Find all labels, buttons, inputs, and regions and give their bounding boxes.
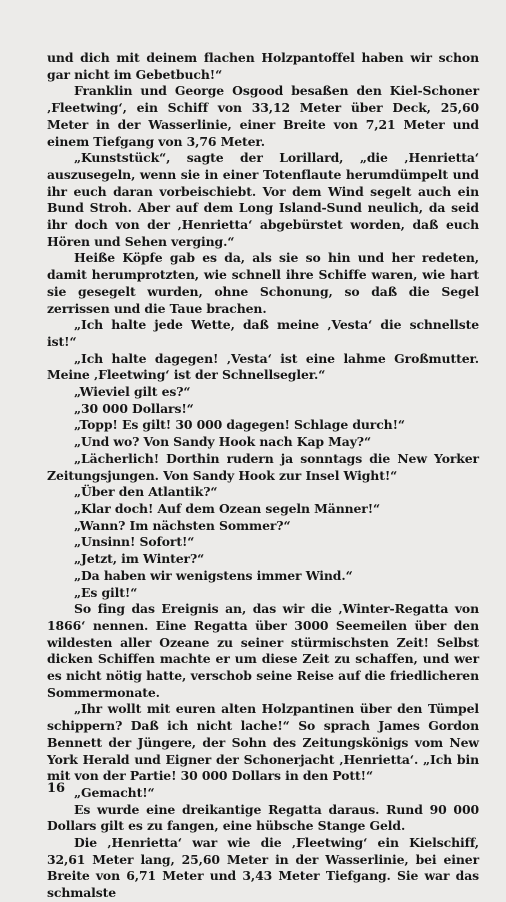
paragraph: Die ‚Henrietta‘ war wie die ‚Fleetwing‘ ein Kielschiff, 32,61 Meter lang, 25,60 Meter in der Wasserlinie, bei einer Breite von 6,71 Meter und 3,43 Meter Tiefgang. Sie war das schmalste	[47, 835, 479, 901]
page-number: 16	[47, 781, 66, 796]
paragraph: „Topp! Es gilt! 30 000 dagegen! Schlage durch!“	[74, 417, 405, 433]
paragraph: So fing das Ereignis an, das wir die ‚Winter-Regatta von 1866‘ nennen. Eine Regatta über 3000 Seemeilen über den wildesten aller Ozeane zu seiner stürmischsten Zeit! Selbst dicken Schiffen machte er um diese Zeit zu schaffen, und wer es nicht nötig hatte, verschob seine Reise auf die friedlicheren Sommermonate.	[47, 601, 479, 700]
paragraph: „Ich halte dagegen! ‚Vesta‘ ist eine lahme Großmutter. Meine ‚Fleetwing‘ ist der Schnellsegler.“	[47, 350, 479, 383]
paragraph: Heiße Köpfe gab es da, als sie so hin und her redeten, damit herumprotzten, wie schnell ihre Schiffe waren, wie hart sie gesegelt wurden, ohne Schonung, so daß die Segel zerrissen und die Taue brachen.	[47, 250, 479, 316]
paragraph: „Wieviel gilt es?“	[74, 384, 191, 400]
paragraph: „Jetzt, im Winter?“	[74, 551, 205, 567]
paragraph: „Klar doch! Auf dem Ozean segeln Männer!“	[74, 500, 381, 516]
paragraph: „Lächerlich! Dorthin rudern ja sonntags die New Yorker Zeitungsjungen. Von Sandy Hook zur Insel Wight!“	[47, 450, 479, 483]
paragraph: „Ich halte jede Wette, daß meine ‚Vesta‘ die schnellste ist!“	[47, 317, 479, 349]
paragraph: „Kunststück“, sagte der Lorillard, „die ‚Henrietta‘ auszusegeln, wenn sie in einer Totenflaute herumdümpelt und ihr euch daran vorbeischiebt. Vor dem Wind segelt auch ein Bund Stroh. Aber auf dem Long Island-Sund neulich, da seid ihr doch von der ‚Henrietta‘ abgebürstet worden, daß euch Hören und Sehen verging.“	[47, 150, 479, 249]
paragraph: „Da haben wir wenigstens immer Wind.“	[74, 567, 353, 583]
body-text	[47, 50, 479, 902]
paragraph: Franklin und George Osgood besaßen den Kiel-Schoner ‚Fleetwing‘, ein Schiff von 33,12 Meter über Deck, 25,60 Meter in der Wasserlinie, einer Breite von 7,21 Meter und einem Tiefgang von 3,76 Meter.	[47, 83, 479, 149]
paragraph: und dich mit deinem flachen Holzpantoffel haben wir schon gar nicht im Gebetbuch!“	[47, 50, 479, 82]
paragraph: „Über den Atlantik?“	[74, 484, 218, 500]
paragraph: „Unsinn! Sofort!“	[74, 534, 195, 550]
paragraph: „Wann? Im nächsten Sommer?“	[74, 517, 291, 533]
paragraph: Es wurde eine dreikantige Regatta daraus. Rund 90 000 Dollars gilt es zu fangen, eine hübsche Stange Geld.	[47, 801, 479, 834]
paragraph: „30 000 Dollars!“	[74, 400, 194, 416]
paragraph: „Ihr wollt mit euren alten Holzpantinen über den Tümpel schippern? Daß ich nicht lache!“ So sprach James Gordon Bennett der Jüngere, der Sohn des Zeitungskönigs vom New York Herald und Eigner der Schonerjacht ‚Henrietta‘. „Ich bin mit von der Partie! 30 000 Dollars in den Pott!“	[47, 701, 479, 784]
paragraph: „Es gilt!“	[74, 584, 138, 600]
paragraph: „Und wo? Von Sandy Hook nach Kap May?“	[74, 434, 371, 450]
paragraph: „Gemacht!“	[74, 784, 155, 800]
